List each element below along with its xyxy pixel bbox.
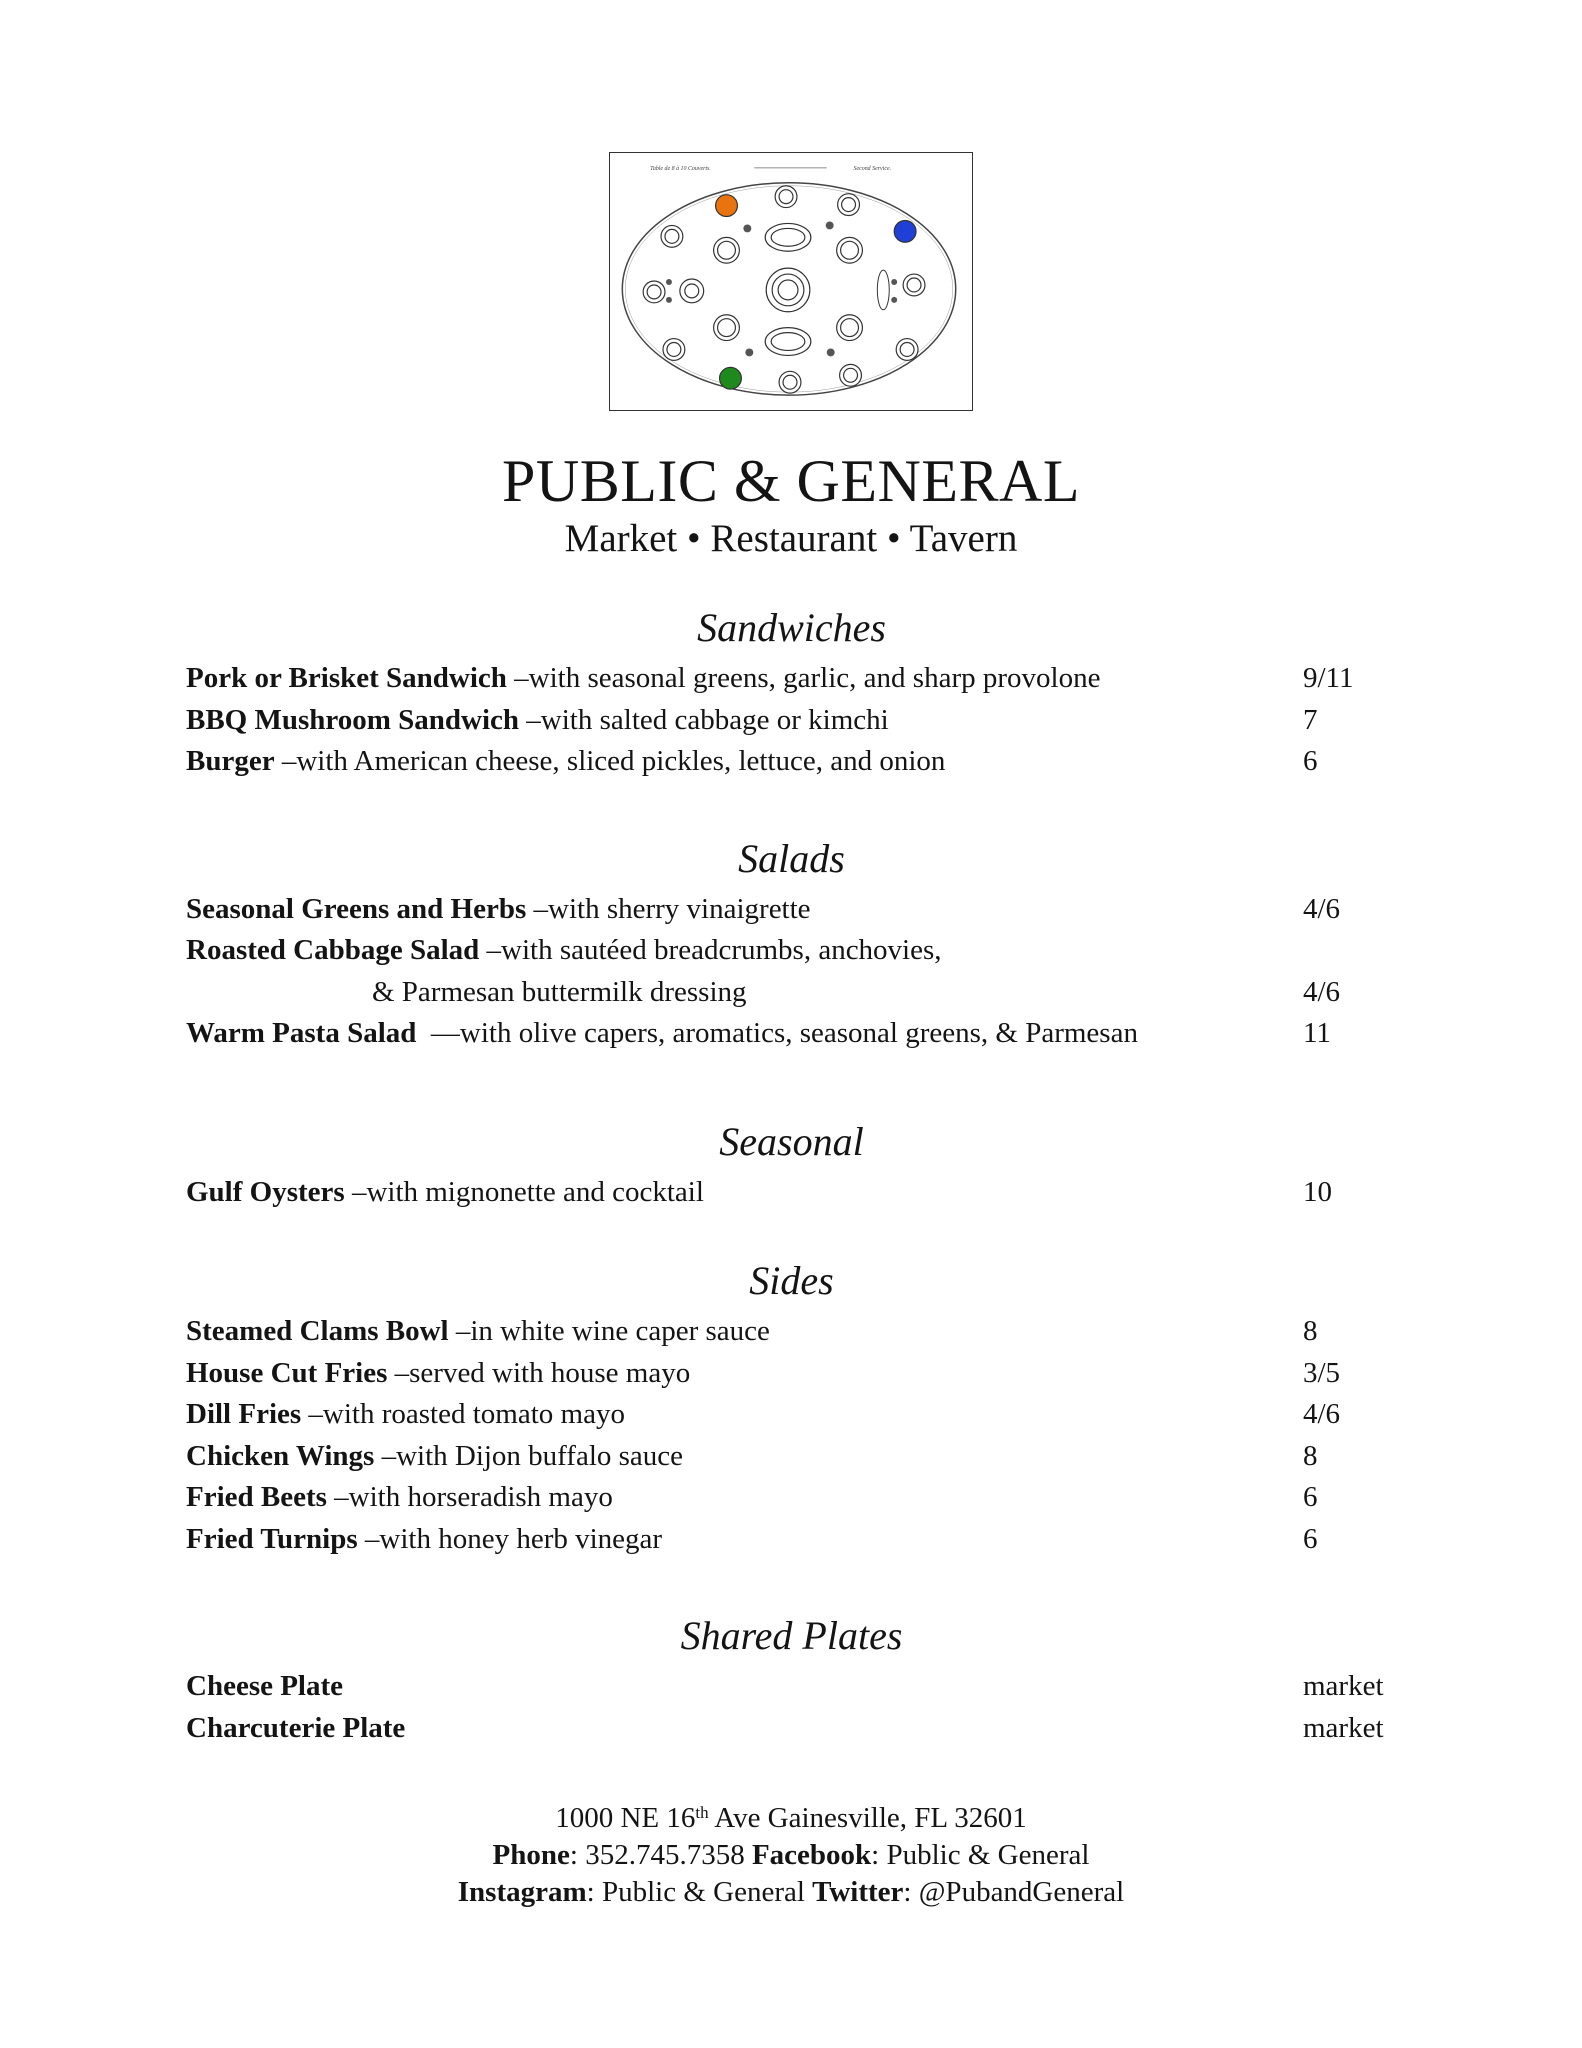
item-name: Seasonal Greens and Herbs [186,892,527,925]
menu-item [186,1436,1416,1478]
item-price: 7 [1303,703,1318,736]
section-title-shared-plates: Shared Plates [680,1613,903,1658]
section-title-seasonal: Seasonal [719,1118,864,1164]
logo-header-right: Second Service. [853,165,892,172]
item-name: Charcuterie Plate [186,1711,406,1744]
section-title-sandwiches: Sandwiches [697,605,886,650]
menu-item [186,1666,1416,1708]
instagram-value: : Public & General [586,1876,813,1908]
item-desc: –with sherry vinaigrette [526,892,811,925]
menu-item [186,1311,1416,1353]
twitter-value: : @PubandGeneral [903,1876,1125,1908]
item-desc: –with mignonette and cocktail [344,1175,704,1208]
menu-item [186,1708,1416,1750]
menu-item [186,930,1416,972]
menu-item [186,1477,1416,1519]
item-price: 9/11 [1303,662,1354,694]
item-desc: –with horseradish mayo [326,1481,613,1513]
menu-item-continuation [186,972,1416,1014]
phone-label: Phone [492,1839,570,1871]
logo-table-setting [609,152,973,411]
item-name: Roasted Cabbage Salad [186,934,480,966]
item-price: 6 [1303,745,1318,777]
item-name: Dill Fries [186,1398,302,1430]
address-text: 1000 NE 16 [555,1802,696,1834]
phone-value: : 352.745.7358 [569,1839,752,1871]
orange-plate [716,195,738,217]
item-price: 8 [1303,1439,1318,1472]
section-title-salads: Salads [738,835,845,881]
logo-header-left: Table de 8 à 10 Couverts. [650,165,711,172]
item-name: Gulf Oysters [186,1175,345,1208]
item-name: Pork or Brisket Sandwich [186,662,507,694]
section-title-sides: Sides [749,1258,834,1303]
item-price: 3/5 [1303,1356,1341,1389]
item-price: market [1303,1670,1384,1702]
item-desc: –with American cheese, sliced pickles, lettuce, and onion [274,745,946,777]
item-name: Cheese Plate [186,1670,344,1702]
item-desc: –with honey herb vinegar [357,1522,663,1555]
item-price: market [1303,1711,1384,1744]
item-desc: –with Dijon buffalo sauce [374,1439,684,1472]
footer-phone-facebook [0,1837,1582,1874]
menu-item [186,1519,1416,1561]
menu-item [186,700,1416,742]
facebook-label: Facebook [751,1839,872,1871]
item-price: 6 [1303,1481,1318,1513]
item-name: Fried Turnips [186,1522,358,1555]
item-desc: –with sautéed breadcrumbs, anchovies, [479,934,942,966]
menu-item [186,889,1416,931]
item-price: 11 [1303,1017,1331,1049]
menu-item [186,1353,1416,1395]
brand-subtitle: Market • Restaurant • Tavern [564,517,1018,560]
item-desc: –served with house mayo [387,1356,691,1389]
item-price: 4/6 [1303,975,1341,1008]
item-desc: –in white wine caper sauce [448,1315,770,1347]
item-price: 6 [1303,1522,1318,1555]
menu-item [186,1394,1416,1436]
item-desc: & Parmesan buttermilk dressing [372,975,747,1008]
twitter-label: Twitter [812,1876,904,1908]
menu [186,596,1416,1749]
footer-contact [0,1800,1582,1911]
footer-address [0,1800,1582,1837]
item-name: Steamed Clams Bowl [186,1315,449,1347]
address-text-rest: Ave Gainesville, FL 32601 [708,1802,1027,1834]
item-name: Fried Beets [186,1481,327,1513]
item-desc: –with roasted tomato mayo [301,1398,625,1430]
item-desc: –with salted cabbage or kimchi [519,703,889,736]
table-setting-illustration [610,153,972,410]
item-price: 10 [1303,1175,1332,1208]
item-desc: —with olive capers, aromatics, seasonal greens, & Parmesan [416,1017,1138,1049]
item-name: Chicken Wings [186,1439,375,1472]
item-name: Warm Pasta Salad [186,1017,417,1049]
instagram-label: Instagram [457,1876,587,1908]
item-name: House Cut Fries [186,1356,388,1389]
item-name: Burger [186,745,275,777]
menu-item [186,1172,1416,1214]
footer-instagram-twitter [0,1874,1582,1911]
item-price: 4/6 [1303,892,1341,925]
menu-item [186,658,1416,700]
facebook-value: : Public & General [871,1839,1090,1871]
item-name: BBQ Mushroom Sandwich [186,703,520,736]
item-desc: –with seasonal greens, garlic, and sharp provolone [506,662,1101,694]
blue-plate [894,220,916,242]
menu-item [186,741,1416,783]
menu-item [186,1013,1416,1055]
green-plate [720,367,742,389]
item-price: 8 [1303,1315,1318,1347]
brand-title: PUBLIC & GENERAL [502,448,1080,514]
item-price: 4/6 [1303,1398,1341,1430]
address-suffix: th [695,1803,709,1822]
